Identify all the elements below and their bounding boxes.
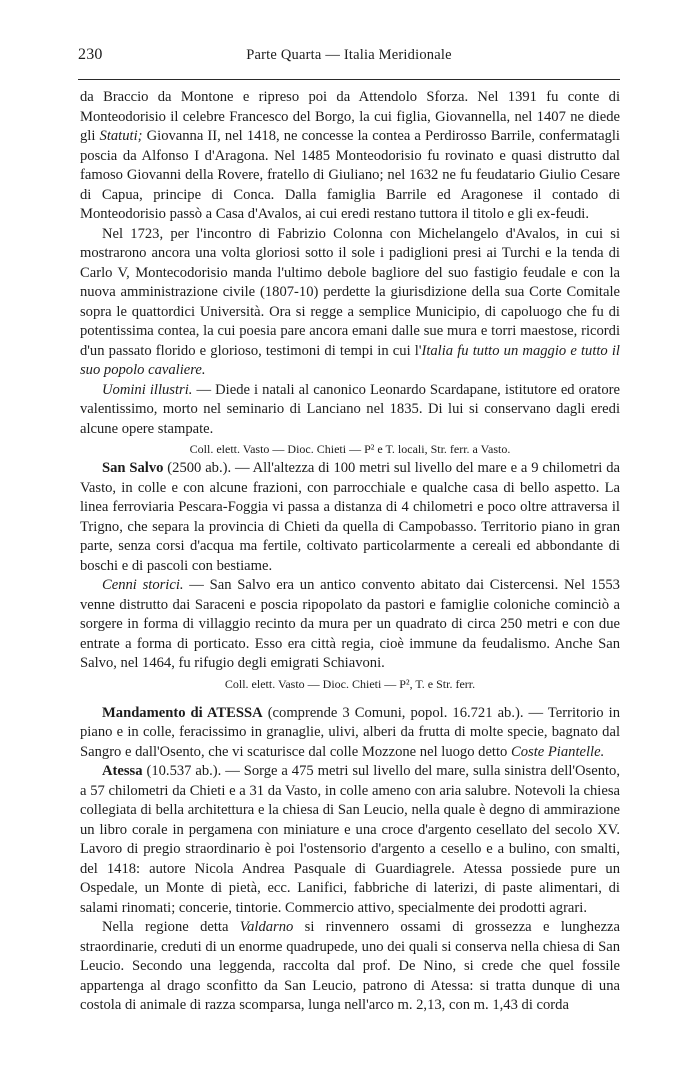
administrative-note: Coll. elett. Vasto — Dioc. Chieti — P², T. e Str. ferr. [224,676,476,691]
paragraph-monteodorisio-history [80,88,620,225]
paragraph-valdarno [80,918,620,1016]
paragraph-monteodorisio-1723 [80,225,620,381]
paragraph-mandamento-atessa [80,704,620,763]
italic-place-name: Valdarno [239,919,294,935]
text-run: (2500 ab.). — All'altezza di 100 metri sul livello del mare e a 9 chilometri da Vasto, in colle e con alcune frazioni, con parrocchiale e qualche casa di bello aspetto. La linea ferroviaria Pescara-Foggia vi passa a distanza di 4 chilometri e poco oltre attraversa il Trigno, che separa la provincia di Chieti da quella di Campobasso. Territorio piano in gran parte, senza corsi d'acqua ma fertile, coltivato particolarmente a cereali ed abbondante di boschi e di pascoli con bestiame. [80,460,620,574]
administrative-note: Coll. elett. Vasto — Dioc. Chieti — P² e T. locali, Str. ferr. a Vasto. [189,442,511,456]
running-title: Parte Quarta — Italia Meridionale [246,47,452,63]
text-run: Nella regione detta [102,919,240,935]
text-run: — Diede i natali al canonico Leonardo Scardapane, istitutore ed oratore valentissimo, morto nel seminario di Lanciano nel 1835. Di lui si conservano dagli eredi alcune opere stampate. [80,381,620,437]
text-run: Giovanna II, nel 1418, ne concesse la contea a Perdirosso Barrile, confermatagli poscia da Alfonso I d'Aragona. Nel 1485 Monteodorisio fu rovinato e quasi distrutto dal famoso Giovanni della Rovere, fratello di Giuliano; nel 1632 ne fu feudatario Giulio Cesare di Capua, principe di Conca. Dalla famiglia Barrile ed Aragonese il contado di Monteodorisio passò a Casa d'Avalos, ai cui eredi restano tuttora il titolo e gli ex-feudi. [80,128,620,222]
text-run: da Braccio da Montone e ripreso poi da Attendolo Sforza. Nel 1391 fu conte di Monteodorisio il celebre Francesco del Borgo, la cui figlia, Giovannella, nel 1407 ne diede gli [80,89,620,144]
text-run: (10.537 ab.). — Sorge a 475 metri sul livello del mare, sulla sinistra dell'Osento, a 57 chilometri da Chieti e a 31 da Vasto, in colle ameno con aria salubre. Notevoli la chiesa collegiata di bella architettura e la chiesa di San Leucio, nella quale è degno di ammirazione un libro corale in pergamena con miniature e una croce d'argento cesellato del secolo XV. Lavoro di pregio straordinario è poi l'ostensorio d'argento a cesello e a bulino, con smalti, del 1418: autore Nicola Andrea Pasquale di Guardiagrele. Atessa possiede pure un Ospedale, un Monte di pietà, ecc. Lanifici, fabbriche di laterizi, di paste alimentari, di salami rinomati; concerie, tintorie. Commercio attivo, specialmente dei prodotti agrari. [80,763,620,916]
place-name-bold: Atessa [102,763,143,779]
paragraph-cenni-storici [80,576,620,674]
paragraph-atessa [80,762,620,918]
section-heading-italic: Cenni storici. [102,577,184,593]
text-run: si rinvennero ossami di grossezza e lunghezza straordinarie, creduti di un enorme quadrupede, uno dei quali si conserva nella chiesa di San Leucio. Secondo una leggenda, raccolta dal prof. De Nino, si crede che quel fossile appartenga al drago sconfitto da San Leucio, patrono di Atessa: si tratta dunque di una costola di animale di razza scomparsa, lunga nell'arco m. 2,13, con m. 1,43 di corda [80,919,620,1013]
text-run: Nel 1723, per l'incontro di Fabrizio Colonna con Michelangelo d'Avalos, in cui si mostrarono ancora una volta gloriosi sotto il sole i padiglioni presi ai Turchi e la tenda di Carlo V, Montecodorisio manda l'ultimo debole bagliore del suo fastigio feudale e con la nuova amministrazione civile (1807-10) perdette la giurisdizione della sua Corte Comitale sopra le quattordici Università. Ora si regge a semplice Municipio, di capoluogo che fu di potentissima contea, la cui poesia pare ancora emani dalle sue mura e torri maestose, ricordi d'un passato florido e glorioso, testimoni di tempi in cui l' [80,225,620,359]
italic-place-name: Coste Piantelle. [511,743,605,760]
paragraph-uomini-illustri [80,381,620,440]
text-run: — San Salvo era un antico convento abitato dai Cistercensi. Nel 1553 venne distrutto dai Saraceni e poscia ripopolato da pastori e famiglie coloniche cominciò a sorgere in forma di villaggio recinto da mura per un quadrato di circa 250 metri e con due entrate a forma di porticato. Esso era città regia, cioè immune da feudalismo. Anche San Salvo, nel 1464, fu rifugio degli emigrati Schiavoni. [80,577,620,671]
header-rule [78,79,620,80]
paragraph-san-salvo [80,459,620,576]
district-name-bold: Mandamento di ATESSA [102,704,263,721]
page-number: 230 [78,46,103,63]
section-heading-italic: Uomini illustri. [102,381,193,398]
page-header [78,44,620,66]
place-name-bold: San Salvo [102,460,164,476]
italic-text: Statuti; [99,128,143,144]
text-run: (comprende 3 Comuni, popol. 16.721 ab.). — Territorio in piano e in colle, feracissimo in granaglie, ulivi, alberi da frutta di molte specie, bagnato dal Sangro e dall'Osento, che vi scaturisce dal colle Mozzone nel luogo detto [80,704,620,760]
italic-quote: Italia fu tutto un maggio e tutto il suo popolo cavaliere. [80,342,620,378]
page-body [80,88,620,1016]
